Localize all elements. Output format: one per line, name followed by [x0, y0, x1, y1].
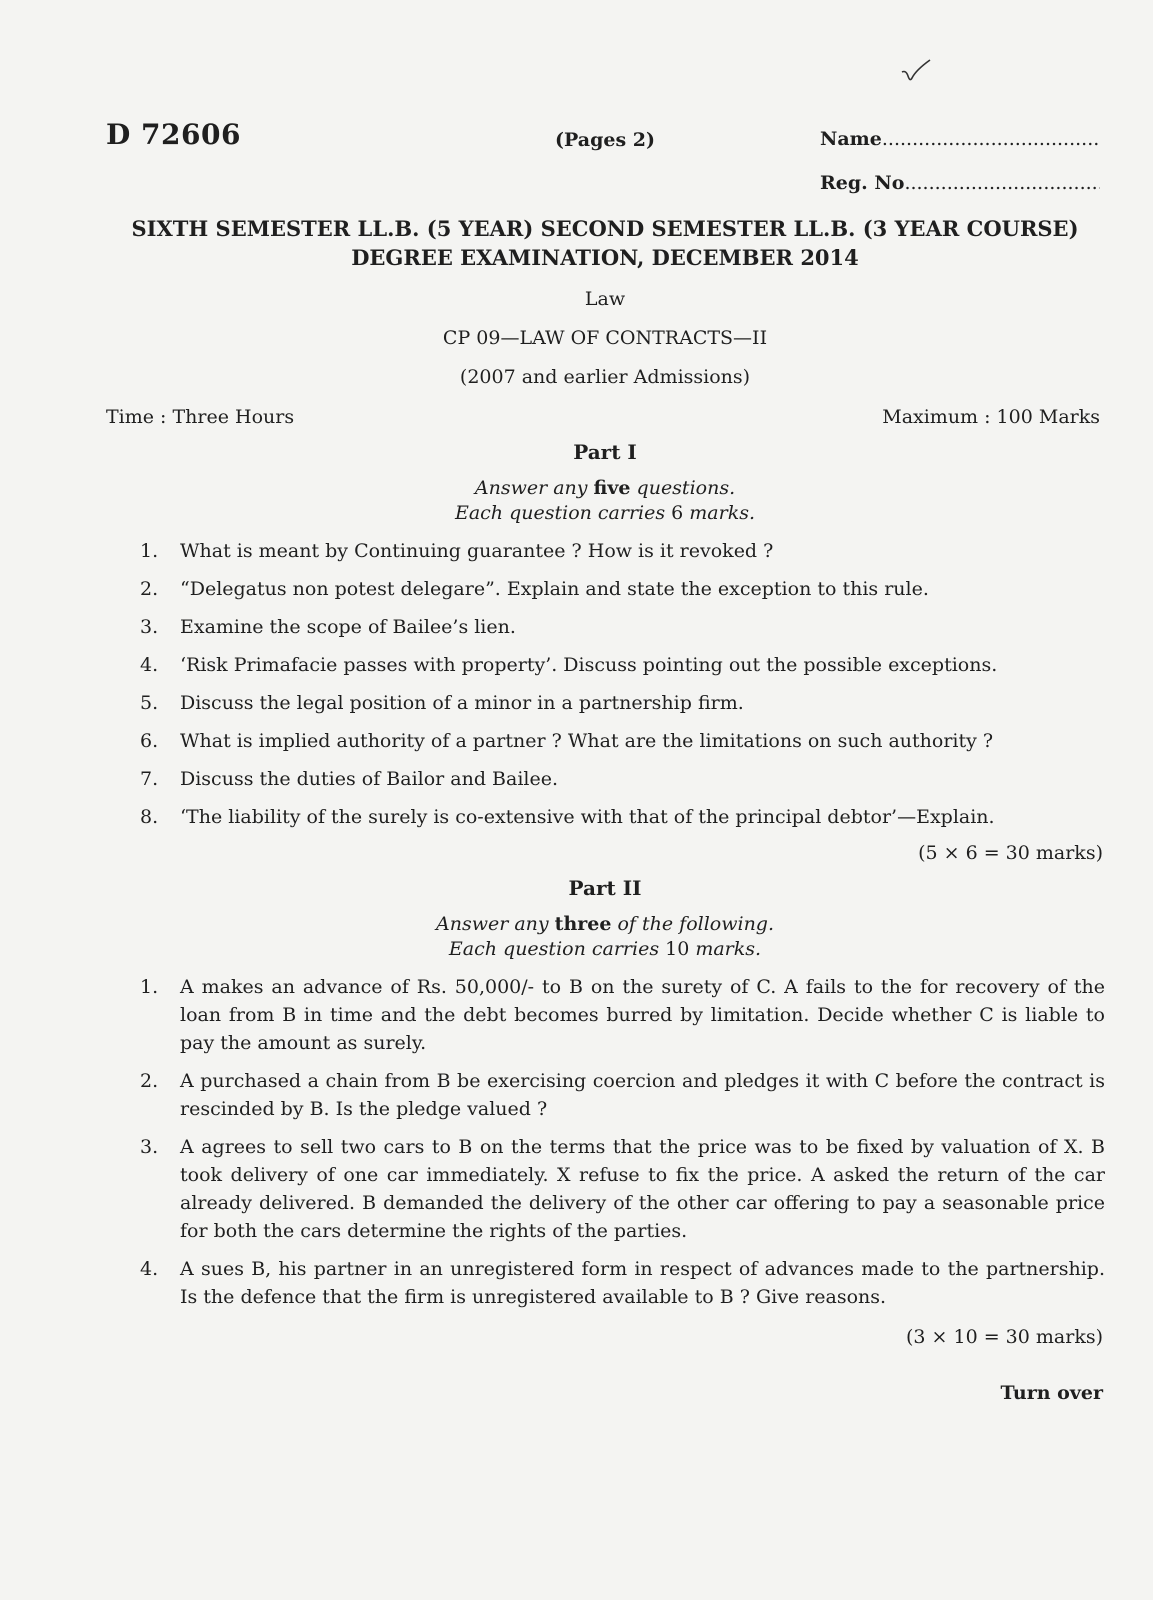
question: 2. “Delegatus non potest delegare”. Explain and state the exception to this rule.: [140, 578, 929, 600]
question: 1. What is meant by Continuing guarantee ? How is it revoked ?: [140, 540, 774, 562]
paper-title: CP 09—LAW OF CONTRACTS—II: [442, 327, 768, 349]
name-field: [820, 128, 1100, 150]
admissions: (2007 and earlier Admissions): [459, 366, 751, 388]
part-2-instructions: Answer any three of the following. Each question carries 10 marks.: [435, 913, 775, 960]
maximum-marks: Maximum : 100 Marks: [882, 406, 1100, 428]
part-1-marks: (5 × 6 = 30 marks): [918, 842, 1103, 864]
part-2-marks: (3 × 10 = 30 marks): [906, 1326, 1103, 1348]
paper-code: D 72606: [106, 118, 241, 151]
question: 5. Discuss the legal position of a minor in a partnership firm.: [140, 692, 744, 714]
part-2-heading: Part II: [568, 876, 642, 900]
part-1-question-list: [140, 537, 1105, 841]
question: 2. A purchased a chain from B be exercising coercion and pledges it with C before the contract is rescinded by B. Is the pledge valued ?: [140, 1070, 1105, 1120]
part-2-question-list: [140, 973, 1105, 1321]
question: 4. ‘Risk Primafacie passes with property’. Discuss pointing out the possible exceptions.: [140, 654, 998, 676]
check-mark-icon: [900, 58, 940, 88]
part-1-heading: Part I: [573, 440, 637, 464]
question: 4. A sues B, his partner in an unregistered form in respect of advances made to the partnership. Is the defence that the firm is unregistered available to B ? Give reasons.: [140, 1258, 1105, 1308]
question: 6. What is implied authority of a partner ? What are the limitations on such authority ?: [140, 730, 994, 752]
page-count: (Pages 2): [555, 129, 655, 151]
exam-title: SIXTH SEMESTER LL.B. (5 YEAR) SECOND SEMESTER LL.B. (3 YEAR COURSE) DEGREE EXAMINATION, DECEMBER 2014: [131, 216, 1079, 270]
question: 3. A agrees to sell two cars to B on the terms that the price was to be fixed by valuation of X. B took delivery of one car immediately. X refuse to fix the price. A asked the return of the car already delivered. B demanded the delivery of the other car offering to pay a seasonable price for both the cars determine the rights of the parties.: [140, 1136, 1105, 1242]
question: 3. Examine the scope of Bailee’s lien.: [140, 616, 516, 638]
turn-over-note: Turn over: [1000, 1382, 1103, 1404]
part-1-instructions: Answer any five questions. Each question carries 6 marks.: [454, 477, 756, 524]
time-allowed: Time : Three Hours: [106, 406, 295, 428]
question: 1. A makes an advance of Rs. 50,000/- to B on the surety of C. A fails to the for recovery of the loan from B in time and the debt becomes burred by limitation. Decide whether C is liable to pay the amount as surely.: [140, 976, 1105, 1054]
question: 7. Discuss the duties of Bailor and Bailee.: [140, 768, 559, 790]
question: 8. ‘The liability of the surely is co-extensive with that of the principal debtor’—Explain.: [140, 806, 995, 828]
reg-no-field: [820, 172, 1100, 194]
subject: Law: [584, 288, 626, 310]
reg-no-label: Reg. No: [820, 172, 905, 194]
name-label: Name: [820, 128, 882, 150]
